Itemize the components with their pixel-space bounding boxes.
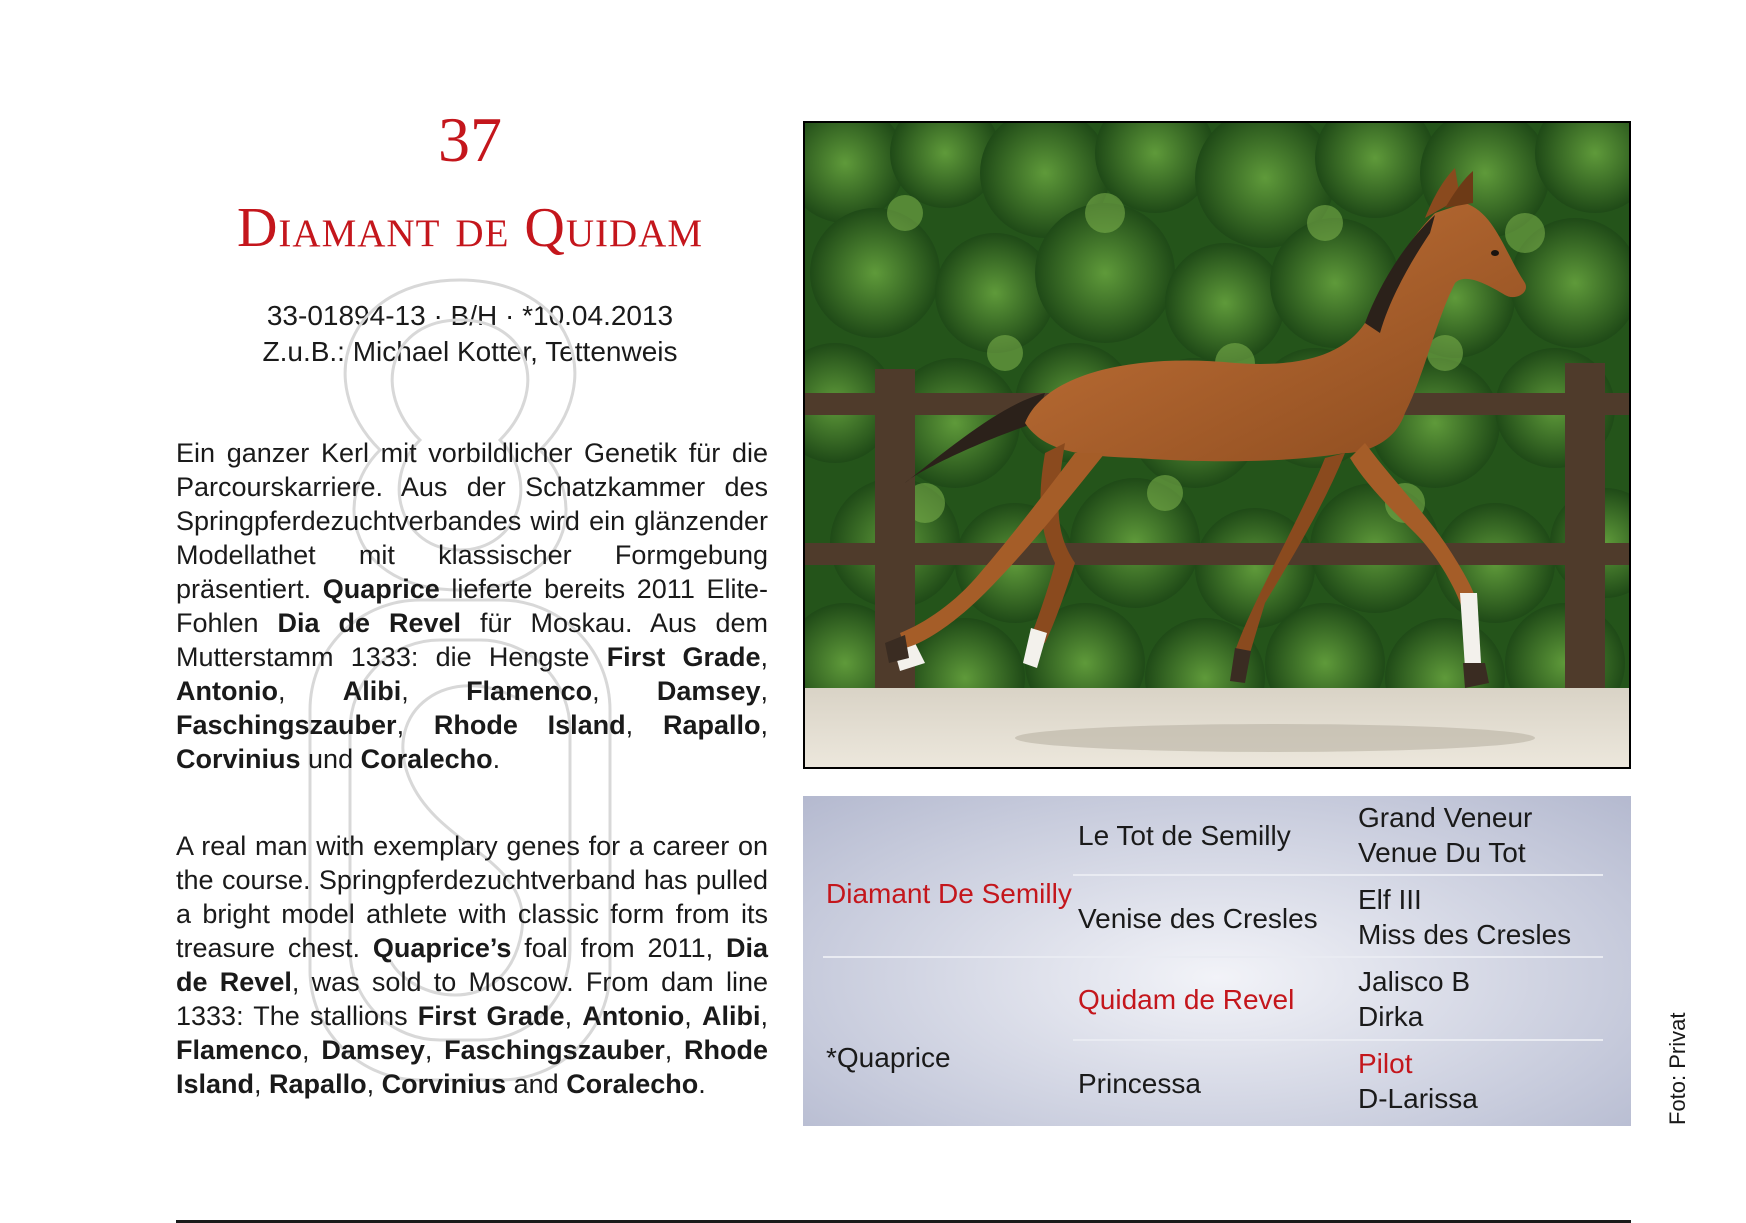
text-run: . xyxy=(492,744,501,774)
text-run: für Moskau. Aus dem Mutterstamm 1333: die Hengste xyxy=(176,608,769,672)
text-run: , xyxy=(254,1069,270,1099)
pedigree-ggp-3: Elf III xyxy=(1358,884,1422,915)
highlighted-name: Faschingszauber xyxy=(176,710,397,740)
text-run: foal from 2011, xyxy=(511,933,726,963)
text-run: , xyxy=(684,1001,702,1031)
text-run: , was sold to Moscow. From dam line 1333: The stallions xyxy=(176,967,768,1031)
highlighted-name: First Grade xyxy=(606,642,761,672)
text-run: , xyxy=(302,1035,322,1065)
pedigree-ggp-6: Dirka xyxy=(1358,1001,1424,1032)
highlighted-name: Damsey xyxy=(656,676,761,706)
text-run: und xyxy=(300,744,361,774)
highlighted-name: Quaprice xyxy=(322,574,440,604)
text-run: , xyxy=(401,676,467,706)
highlighted-name: Dia de Revel xyxy=(176,933,768,997)
highlighted-name: Flamenco xyxy=(176,1035,303,1065)
highlighted-name: Rhode Island xyxy=(176,1035,768,1099)
highlighted-name: Quaprice’s xyxy=(372,933,512,963)
highlighted-name: First Grade xyxy=(417,1001,565,1031)
text-run: , xyxy=(592,676,657,706)
pedigree-dam: *Quaprice xyxy=(826,1042,951,1073)
highlighted-name: Alibi xyxy=(342,676,402,706)
highlighted-name: Antonio xyxy=(582,1001,685,1031)
highlighted-name: Antonio xyxy=(176,676,278,706)
pedigree-table xyxy=(803,796,1631,1126)
horse-name: Diamant de Quidam xyxy=(236,197,703,259)
pedigree-sire-sire: Le Tot de Semilly xyxy=(1078,820,1291,851)
text-run: , xyxy=(625,710,663,740)
text-run: , xyxy=(760,676,768,706)
highlighted-name: Damsey xyxy=(321,1035,425,1065)
highlighted-name: Coralecho xyxy=(566,1069,699,1099)
text-run: , xyxy=(760,1001,768,1031)
highlighted-name: Corvinius xyxy=(176,744,301,774)
highlighted-name: Rapallo xyxy=(662,710,761,740)
text-run: and xyxy=(506,1069,567,1099)
text-run: . xyxy=(698,1069,706,1099)
pedigree-divider xyxy=(823,956,1603,958)
horse-id-line: 33-01894-13 · B/H · *10.04.2013 xyxy=(266,300,674,331)
pedigree-ggp-2: Venue Du Tot xyxy=(1358,837,1526,868)
text-run: , xyxy=(396,710,434,740)
pedigree-divider xyxy=(1073,874,1603,876)
pedigree-ggp-1: Grand Veneur xyxy=(1358,802,1533,833)
text-run: lieferte bereits 2011 Elite-Fohlen xyxy=(176,574,768,638)
description-english xyxy=(176,829,768,1101)
text-run: A real man with exemplary genes for a career on the course. Springpferdezuchtverband has pulled a bright model athlete with classic form from its treasure chest. xyxy=(176,831,768,963)
highlighted-name: Dia de Revel xyxy=(277,608,462,638)
highlighted-name: Rapallo xyxy=(269,1069,367,1099)
text-run: , xyxy=(366,1069,382,1099)
breeder-line: Z.u.B.: Michael Kotter, Tettenweis xyxy=(262,336,678,367)
highlighted-name: Corvinius xyxy=(381,1069,507,1099)
pedigree-ggp-8: D-Larissa xyxy=(1358,1083,1478,1114)
pedigree-ggp-5: Jalisco B xyxy=(1358,966,1471,997)
text-run: , xyxy=(424,1035,445,1065)
text-run: , xyxy=(564,1001,583,1031)
horse-photo xyxy=(803,121,1631,769)
pedigree-ggp-4: Miss des Cresles xyxy=(1358,919,1572,950)
pedigree-dam-dam: Princessa xyxy=(1078,1068,1201,1099)
text-run: , xyxy=(277,676,343,706)
lot-number: 37 xyxy=(438,104,502,175)
pedigree-ggp-7: Pilot xyxy=(1358,1048,1413,1079)
text-run: , xyxy=(760,710,768,740)
text-run: , xyxy=(664,1035,684,1065)
highlighted-name: Flamenco xyxy=(466,676,593,706)
pedigree-sire: Diamant De Semilly xyxy=(826,878,1072,909)
pedigree-dam-sire: Quidam de Revel xyxy=(1078,984,1295,1015)
photo-credit: Foto: Privat xyxy=(1665,1012,1690,1125)
highlighted-name: Faschingszauber xyxy=(444,1035,665,1065)
highlighted-name: Coralecho xyxy=(360,744,493,774)
highlighted-name: Rhode Island xyxy=(433,710,626,740)
description-german xyxy=(176,436,768,776)
text-run: Ein ganzer Kerl mit vorbildlicher Genetik für die Parcourskarriere. Aus der Schatzkammer des Springpferdezuchtverbandes wird ein glänzender Modellathet mit klassischer Formgebung präsentiert. xyxy=(176,438,768,604)
pedigree-sire-dam: Venise des Cresles xyxy=(1078,903,1318,934)
highlighted-name: Alibi xyxy=(701,1001,761,1031)
text-run: , xyxy=(760,642,768,672)
pedigree-divider xyxy=(1073,1039,1603,1041)
